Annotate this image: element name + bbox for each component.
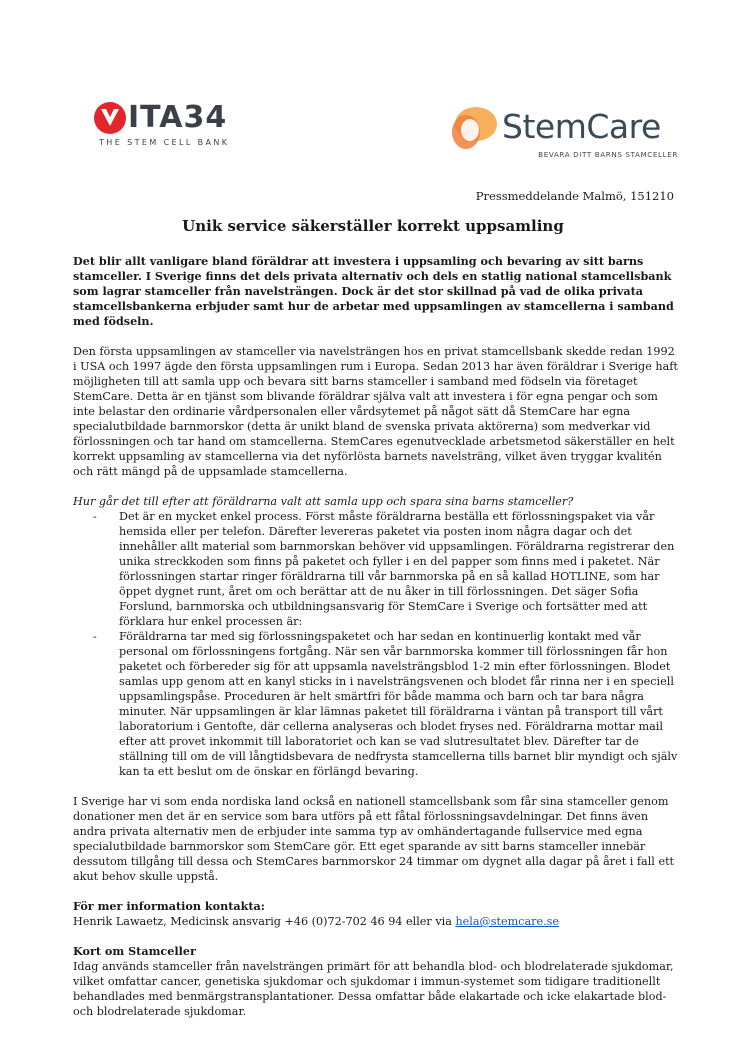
dateline: Pressmeddelande Malmö, 151210 bbox=[475, 189, 674, 203]
list-item-text: Det är en mycket enkel process. Först måste föräldrarna beställa ett förlossningspaket via vår hemsida eller per telefon. Därefter levereras paketet via posten inom några dagar och det innehåller allt material som barnmorskan behöver vid uppsamlingen. Föräldrarna registrerar den unika streckkoden som finns på paketet och fyller i en del papper som finns med i paketet. När förlossningen startar ringer föräldrarna till vår barnmorska på en så kallad HOTLINE, som har öppet dygnet runt, året om och berättar att de nu åker in till förlossningen. Det säger Sofia Forslund, barnmorska och utbildningsansvarig för StemCare i Sverige och fortsätter med att förklara hur enkel processen är: bbox=[119, 510, 675, 628]
vita34-wordmark: ITA34 bbox=[128, 100, 228, 135]
vita34-v-emblem-icon bbox=[92, 100, 128, 136]
page-title: Unik service säkerställer korrekt uppsamling bbox=[182, 217, 564, 235]
dash-bullet: - bbox=[93, 630, 97, 643]
article-body bbox=[73, 254, 679, 1034]
about-heading: Kort om Stamceller bbox=[73, 944, 196, 958]
stemcare-drop-icon bbox=[446, 104, 500, 152]
vita34-logo bbox=[92, 100, 252, 152]
paragraph-national-bank: I Sverige har vi som enda nordiska land också en nationell stamcellsbank som får sina stamceller genom donationer men det är en service som bara utförs på ett fåtal förlossningsavdelningar. Det finns även andra privata alternativ men de erbjuder inte samma typ av omhändertagande fullservice med egna specialutbildade barnmorskor som StemCare gör. Ett eget sparande av sitt barns stamceller innebär dessutom tillgång till dessa och StemCares barnmorskor 24 timmar om dygnet alla dagar på året i fall ett akut behov skulle uppstå. bbox=[73, 795, 675, 883]
about-text: Idag används stamceller från navelsträngen primärt för att behandla blod- och blodrelaterade sjukdomar, vilket omfattar cancer, genetiska sjukdomar och sjukdomar i immun-systemet som tidigare traditionellt behandlades med benmärgstransplantationer. Dessa omfattar både elakartade och icke elakartade blod- och blodrelaterade sjukdomar. bbox=[73, 960, 674, 1018]
question-heading: Hur går det till efter att föräldrarna valt att samla upp och spara sina barns stamceller? bbox=[73, 495, 574, 508]
contact-email-link[interactable]: hela@stemcare.se bbox=[455, 915, 560, 928]
process-list bbox=[73, 509, 679, 779]
stemcare-wordmark: StemCare bbox=[502, 107, 661, 146]
list-item bbox=[73, 509, 679, 629]
contact-line bbox=[73, 914, 679, 929]
paragraph-history: Den första uppsamlingen av stamceller via navelsträngen hos en privat stamcellsbank skedde redan 1992 i USA och 1997 ägde den första uppsamlingen rum i Europa. Sedan 2013 har även föräldrar i Sverige haft möjligheten till att samla upp och bevara sitt barns stamceller i samband med födseln via företaget StemCare. Detta är en tjänst som blivande föräldrar själva valt att investera i för egna pengar och som inte belastar den ordinarie vårdpersonalen eller vårdsytemet på något sätt då StemCare har egna specialutbildade barnmorskor (detta är unikt bland de svenska privata aktörerna) som medverkar vid förlossningen och tar hand om stamcellerna. StemCares egenutvecklade arbetsmetod säkerställer en helt korrekt uppsamling av stamcellerna via det nyförlösta barnets navelsträng, vilket även tryggar kvalitén och rätt mängd på de uppsamlade stamcellerna. bbox=[73, 345, 678, 478]
vita34-tagline: THE STEM CELL BANK bbox=[99, 138, 230, 147]
stemcare-tagline: BEVARA DITT BARNS STAMCELLER bbox=[538, 150, 678, 159]
contact-text: Henrik Lawaetz, Medicinsk ansvarig +46 (0)72-702 46 94 eller via bbox=[73, 915, 456, 928]
lead-paragraph: Det blir allt vanligare bland föräldrar att investera i uppsamling och bevaring av sitt barns stamceller. I Sverige finns det dels privata alternativ och dels en statlig national stamcellsbank som lagrar stamceller från navelsträngen. Dock är det stor skillnad på vad de olika privata stamcellsbankerna erbjuder samt hur de arbetar med uppsamlingen av stamcellerna i samband med födseln. bbox=[73, 254, 674, 328]
dash-bullet: - bbox=[93, 510, 97, 523]
stemcare-logo bbox=[446, 104, 680, 160]
list-item-text: Föräldrarna tar med sig förlossningspaketet och har sedan en kontinuerlig kontakt med vår personal om förlossningens fortgång. När sen vår barnmorska kommer till förlossningen får hon paketet och förbereder sig för att uppsamla navelsträngsblod 1-2 min efter förlossningen. Blodet samlas upp genom att en kanyl sticks in i navelsträngsvenen och blodet får rinna ner i en speciell uppsamlingspåse. Proceduren är helt smärtfri för både mamma och barn och tar bara några minuter. När uppsamlingen är klar lämnas paketet till föräldrarna i väntan på transport till vårt laboratorium i Gentofte, där cellerna analyseras och blodet fryses ned. Föräldrarna mottar mail efter att provet inkommit till laboratoriet och kan se vad slutresultatet blev. Därefter tar de ställning till om de vill långtidsbevara de nedfrysta stamcellerna tills barnet blir myndigt och själv kan ta ett beslut om de önskar en förlängd bevaring. bbox=[119, 630, 678, 778]
list-item bbox=[73, 629, 679, 779]
contact-heading: För mer information kontakta: bbox=[73, 899, 265, 913]
